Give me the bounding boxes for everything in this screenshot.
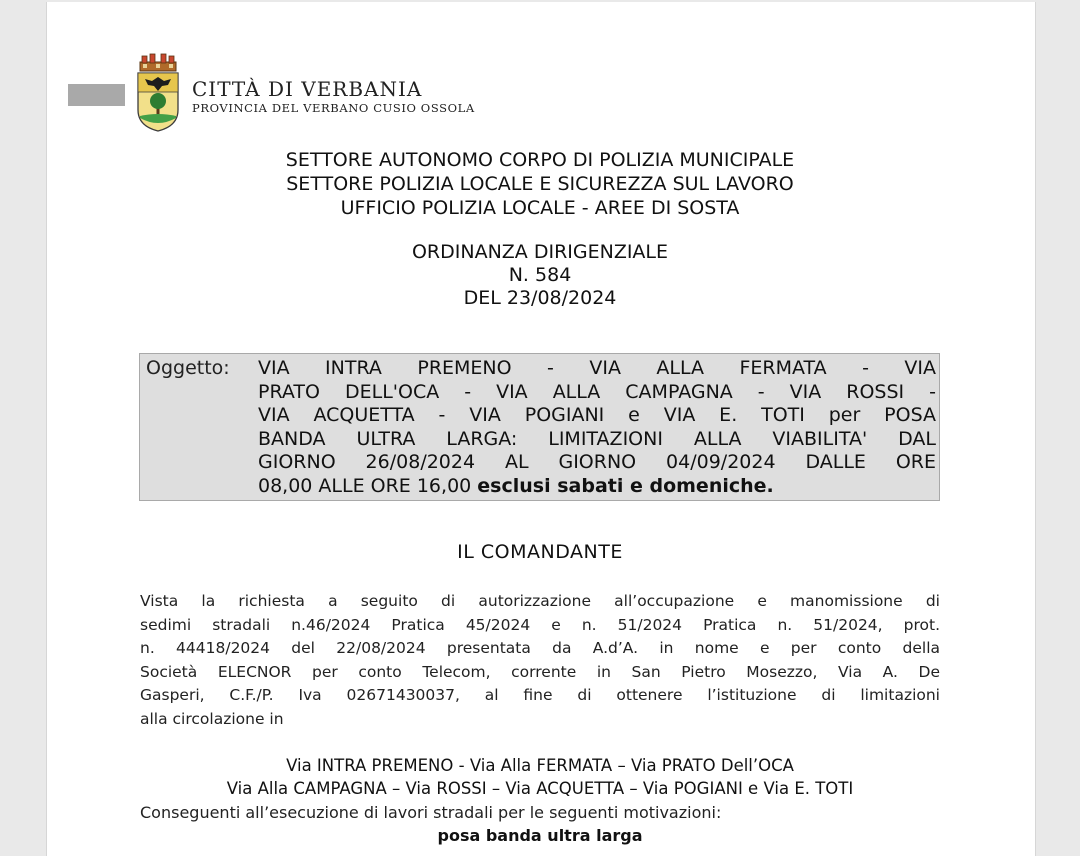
- office-line-2: SETTORE POLIZIA LOCALE E SICUREZZA SUL LAVORO: [286, 173, 794, 195]
- reason-intro: Conseguenti all’esecuzione di lavori stradali per le seguenti motivazioni:: [140, 803, 722, 822]
- city-name: CITTÀ DI VERBANIA: [192, 77, 423, 101]
- office-line-3: UFFICIO POLIZIA LOCALE - AREE DI SOSTA: [340, 197, 740, 219]
- redaction-mark: [68, 84, 125, 106]
- body-line: Gasperi, C.F./P. Iva 02671430037, al fine di ottenere l’istituzione di limitazioni: [140, 686, 940, 704]
- subject-line: GIORNO 26/08/2024 AL GIORNO 04/09/2024 DALLE ORE: [258, 451, 936, 473]
- subject-line-last: [258, 475, 936, 499]
- streets-line-1: Via INTRA PREMENO - Via Alla FERMATA – Via PRATO Dell’OCA: [286, 756, 794, 775]
- subject-label: Oggetto:: [146, 357, 230, 379]
- province-name: PROVINCIA DEL VERBANO CUSIO OSSOLA: [192, 101, 475, 115]
- subject-line: VIA ACQUETTA - VIA POGIANI e VIA E. TOTI per POSA: [258, 404, 936, 426]
- subject-line: PRATO DELL'OCA - VIA ALLA CAMPAGNA - VIA ROSSI -: [258, 380, 936, 403]
- city-coat-of-arms-icon: [135, 52, 181, 134]
- body-line: sedimi stradali n.46/2024 Pratica 45/2024 e n. 51/2024 Pratica n. 51/2024, prot.: [140, 615, 940, 634]
- subject-line: BANDA ULTRA LARGA: LIMITAZIONI ALLA VIABILITA' DAL: [258, 427, 936, 450]
- office-line-1: SETTORE AUTONOMO CORPO DI POLIZIA MUNICIPALE: [285, 149, 795, 171]
- subject-box: [139, 353, 940, 501]
- subject-line: VIA INTRA PREMENO - VIA ALLA FERMATA - VIA: [258, 357, 936, 379]
- streets-line-2: Via Alla CAMPAGNA – Via ROSSI – Via ACQUETTA – Via POGIANI e Via E. TOTI: [226, 779, 854, 798]
- ordinance-title: ORDINANZA DIRIGENZIALE: [411, 241, 669, 263]
- body-line: alla circolazione in: [140, 709, 284, 728]
- body-paragraph: [140, 590, 940, 731]
- subject-last-exclusion: esclusi sabati e domeniche.: [477, 474, 774, 497]
- body-line: Vista la richiesta a seguito di autorizzazione all’occupazione e manomissione di: [140, 592, 940, 610]
- body-line: n. 44418/2024 del 22/08/2024 presentata da A.d’A. in nome e per conto della: [140, 639, 940, 657]
- body-line: Società ELECNOR per conto Telecom, corrente in San Pietro Mosezzo, Via A. De: [140, 662, 940, 681]
- subject-text: [258, 357, 936, 498]
- subject-last-times: 08,00 ALLE ORE 16,00: [258, 474, 478, 497]
- ordinance-date: DEL 23/08/2024: [463, 287, 617, 309]
- ordinance-number: N. 584: [508, 264, 572, 286]
- commander-heading: IL COMANDANTE: [457, 541, 623, 563]
- reason-text: posa banda ultra larga: [437, 826, 643, 845]
